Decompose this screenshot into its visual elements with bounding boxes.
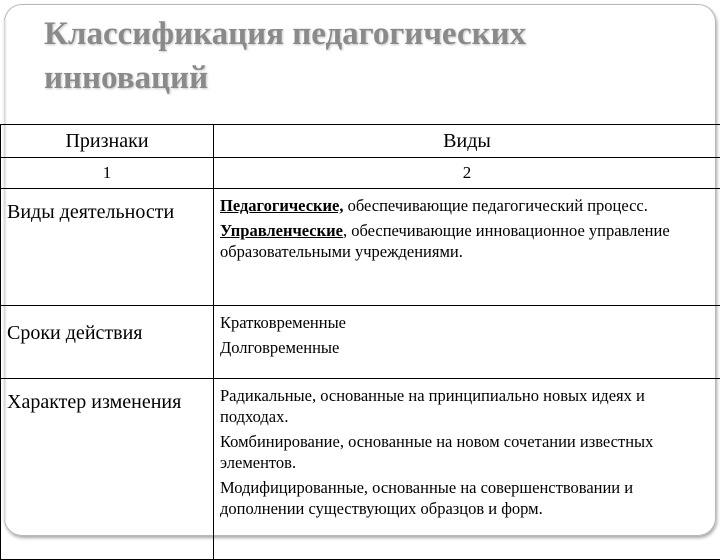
row-types-activity (214, 189, 720, 306)
table-row (1, 189, 720, 306)
type-item (220, 195, 716, 216)
row-types-duration (214, 306, 720, 379)
type-item: Радикальные, основанные на принципиально новых идеях и подходах. (220, 385, 716, 427)
type-item: Комбинирование, основанные на новом сочетании известных элементов. (220, 431, 716, 473)
type-item-rest: , обеспечивающие инновационное управление образовательными учреждениями. (220, 221, 670, 261)
column-number-1: 1 (1, 158, 214, 189)
slide-title (44, 12, 684, 100)
row-category-change: Характер изменения (1, 379, 214, 560)
type-item: Долговременные (220, 337, 716, 358)
row-category-activity: Виды деятельности (1, 189, 214, 306)
table-header-row (1, 125, 720, 158)
title-line-1: Классификация педагогических (44, 12, 684, 56)
table-number-row (1, 158, 720, 189)
row-category-duration: Сроки действия (1, 306, 214, 379)
table-row (1, 306, 720, 379)
classification-table-container (0, 124, 720, 540)
header-cell-types: Виды (214, 125, 720, 158)
type-item: Модифицированные, основанные на совершенствовании и дополнении существующих образцов и форм. (220, 477, 716, 519)
type-item-lead: Педагогические, (220, 196, 343, 215)
type-item-lead: Управленческие (220, 221, 343, 240)
type-item (220, 220, 716, 262)
type-item-rest: обеспечивающие педагогический процесс. (343, 196, 647, 215)
table-row (1, 379, 720, 560)
type-item: Кратковременные (220, 312, 716, 333)
row-types-change (214, 379, 720, 560)
classification-table (0, 124, 720, 560)
title-line-2: инноваций (44, 56, 684, 100)
header-cell-criteria: Признаки (1, 125, 214, 158)
column-number-2: 2 (214, 158, 720, 189)
